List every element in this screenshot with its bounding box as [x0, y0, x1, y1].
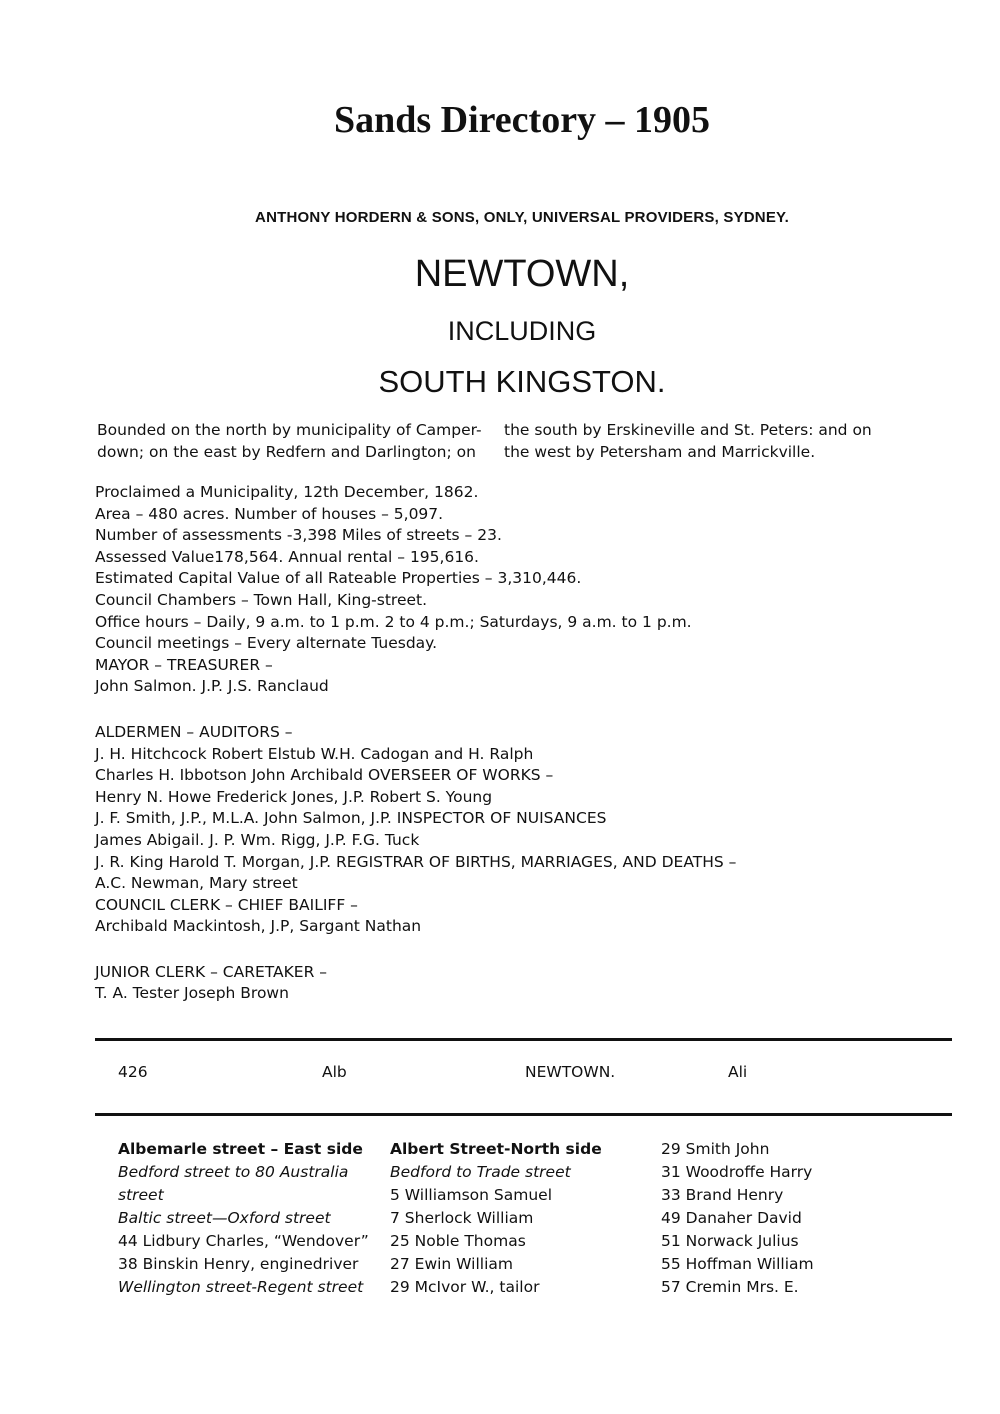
officials-line: J. F. Smith, J.P., M.L.A. John Salmon, J.P. INSPECTOR OF NUISANCES	[95, 809, 607, 828]
resident-entry: 38 Binskin Henry, enginedriver	[118, 1255, 359, 1273]
boundary-text-right	[504, 419, 904, 463]
info-line: John Salmon. J.P. J.S. Ranclaud	[95, 677, 329, 696]
info-line: Office hours – Daily, 9 a.m. to 1 p.m. 2 to 4 p.m.; Saturdays, 9 a.m. to 1 p.m.	[95, 612, 692, 631]
officials-line: Henry N. Howe Frederick Jones, J.P. Robert S. Young	[95, 787, 493, 806]
officials-line: Archibald Mackintosh, J.P, Sargant Nathan	[95, 917, 422, 936]
info-line: MAYOR – TREASURER –	[95, 655, 273, 674]
page-title: Sands Directory – 1905	[333, 99, 711, 141]
header-rule-bottom	[95, 1113, 952, 1116]
resident-entry: 29 Smith John	[661, 1140, 770, 1158]
directory-column-2	[390, 1138, 602, 1299]
boundary-line: the west by Petersham and Marrickville.	[504, 443, 816, 461]
info-line: Number of assessments -3,398 Miles of streets – 23.	[95, 526, 502, 545]
district-heading: SOUTH KINGSTON.	[378, 364, 666, 399]
municipality-heading: NEWTOWN,	[414, 253, 630, 295]
clerk-line: JUNIOR CLERK – CARETAKER –	[95, 962, 328, 981]
boundary-line: Bounded on the north by municipality of Camper-	[97, 421, 482, 439]
resident-entry: 25 Noble Thomas	[390, 1232, 526, 1250]
street-heading: Albemarle street – East side	[118, 1140, 363, 1158]
resident-entry: 31 Woodroffe Harry	[661, 1163, 813, 1181]
info-line: Council Chambers – Town Hall, King-street.	[95, 590, 428, 609]
page-number: 426	[118, 1063, 148, 1081]
running-title: NEWTOWN.	[525, 1063, 616, 1081]
boundary-line: the south by Erskineville and St. Peters: and on	[504, 421, 872, 439]
boundary-line: down; on the east by Redfern and Darlington; on	[97, 443, 476, 461]
resident-entry: 44 Lidbury Charles, “Wendover”	[118, 1232, 369, 1250]
info-line: Proclaimed a Municipality, 12th December, 1862.	[95, 483, 479, 501]
resident-entry: 27 Ewin William	[390, 1255, 513, 1273]
info-line: Assessed Value178,564. Annual rental – 195,616.	[95, 547, 479, 566]
resident-entry: 51 Norwack Julius	[661, 1232, 799, 1250]
including-subheading: INCLUDING	[447, 316, 597, 346]
header-rule-top	[95, 1038, 952, 1041]
guide-word-left: Alb	[322, 1063, 347, 1081]
directory-column-3	[661, 1138, 814, 1299]
info-line: Council meetings – Every alternate Tuesday.	[95, 634, 438, 653]
resident-entry: 49 Danaher David	[661, 1209, 802, 1227]
resident-entry: 29 McIvor W., tailor	[390, 1278, 540, 1296]
resident-entry: 33 Brand Henry	[661, 1186, 784, 1204]
resident-entry: 55 Hoffman William	[661, 1255, 814, 1273]
resident-entry: 57 Cremin Mrs. E.	[661, 1278, 799, 1296]
officials-line: James Abigail. J. P. Wm. Rigg, J.P. F.G. Tuck	[95, 830, 420, 849]
clerk-line: T. A. Tester Joseph Brown	[95, 984, 289, 1003]
directory-column-1	[118, 1138, 369, 1299]
officials-line: ALDERMEN – AUDITORS –	[95, 722, 293, 741]
info-line: Estimated Capital Value of all Rateable Properties – 3,310,446.	[95, 569, 582, 588]
street-section: Bedford to Trade street	[390, 1163, 571, 1181]
municipality-info	[95, 482, 736, 1005]
street-section: Baltic street—Oxford street	[118, 1209, 331, 1227]
officials-line: COUNCIL CLERK – CHIEF BAILIFF –	[95, 895, 358, 914]
officials-line: A.C. Newman, Mary street	[95, 874, 298, 893]
street-section: street	[118, 1186, 164, 1204]
advertisement-banner: ANTHONY HORDERN & SONS, ONLY, UNIVERSAL PROVIDERS, SYDNEY.	[255, 209, 789, 226]
resident-entry: 5 Williamson Samuel	[390, 1186, 553, 1204]
street-section: Bedford street to 80 Australia	[118, 1163, 349, 1181]
running-header	[0, 1063, 1000, 1087]
street-heading: Albert Street-North side	[390, 1140, 602, 1158]
officials-line: Charles H. Ibbotson John Archibald OVERSEER OF WORKS –	[95, 766, 554, 785]
officials-line: J. H. Hitchcock Robert Elstub W.H. Cadogan and H. Ralph	[95, 744, 534, 763]
officials-line: J. R. King Harold T. Morgan, J.P. REGISTRAR OF BIRTHS, MARRIAGES, AND DEATHS –	[95, 852, 737, 871]
info-line: Area – 480 acres. Number of houses – 5,097.	[95, 504, 444, 523]
street-section: Wellington street-Regent street	[118, 1278, 364, 1296]
resident-entry: 7 Sherlock William	[390, 1209, 534, 1227]
boundary-text-left	[97, 419, 497, 463]
guide-word-right: Ali	[728, 1063, 748, 1081]
